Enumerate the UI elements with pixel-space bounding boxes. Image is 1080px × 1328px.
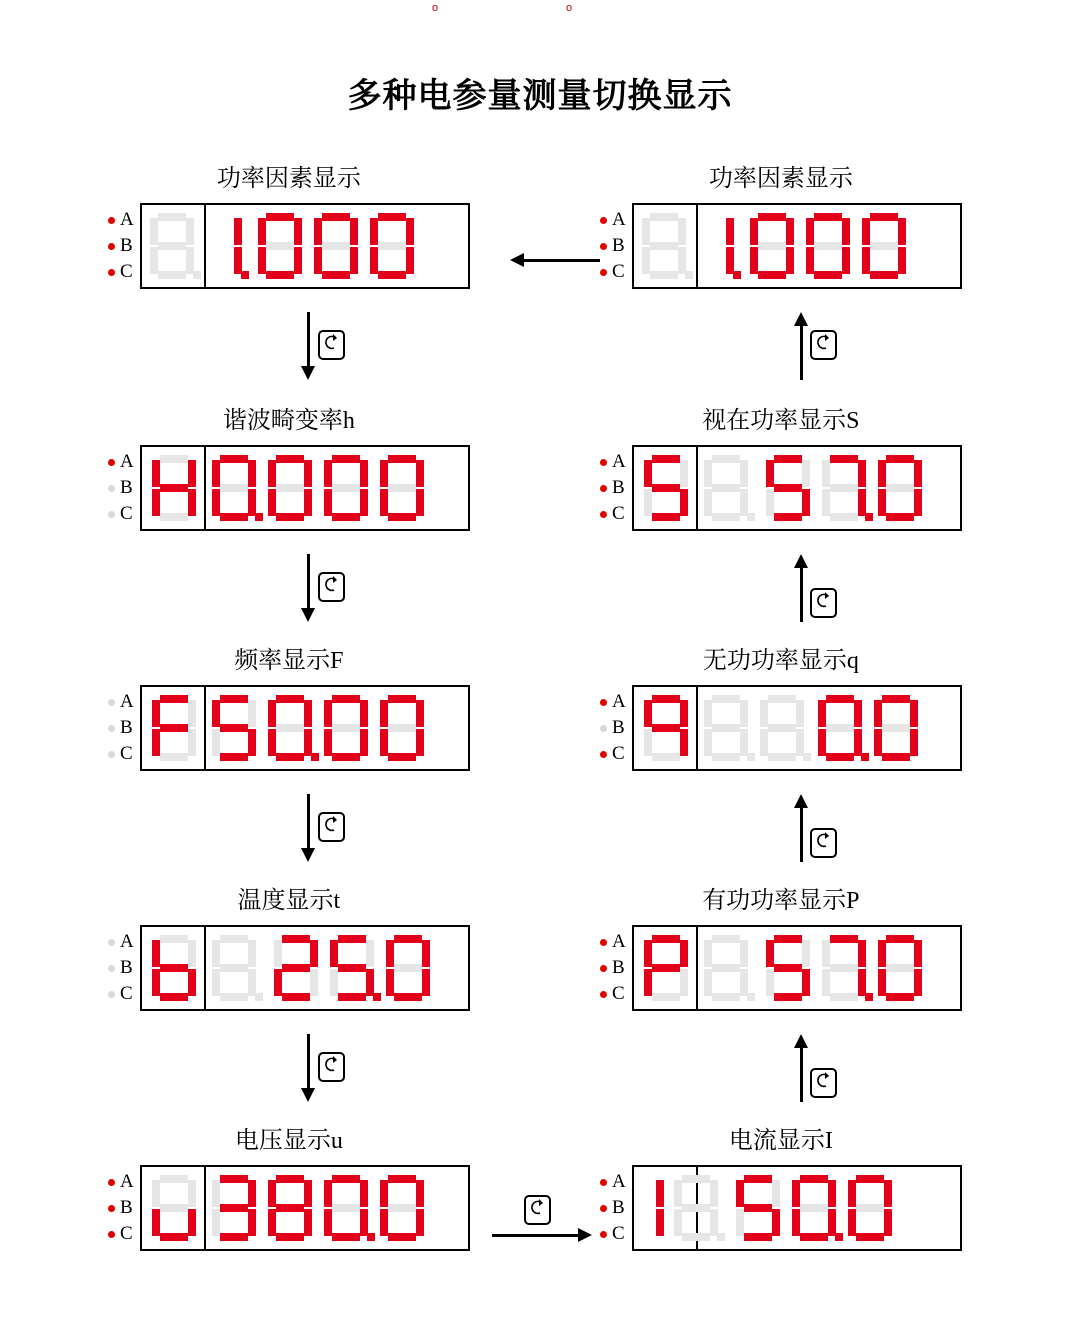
digit xyxy=(644,935,688,1001)
phase-b xyxy=(108,1195,134,1221)
phase-c-label: C xyxy=(120,503,133,524)
panel-caption: 频率显示F xyxy=(234,648,344,674)
digit xyxy=(704,935,748,1001)
phase-c xyxy=(108,1221,134,1247)
phase-a-label: A xyxy=(120,931,134,952)
digit xyxy=(152,935,196,1001)
phase-b xyxy=(108,475,134,501)
phase-a-label: A xyxy=(120,209,134,230)
digit xyxy=(704,695,748,761)
digit xyxy=(878,935,922,1001)
phase-c xyxy=(108,259,134,285)
lcd-digits xyxy=(634,687,920,769)
digit xyxy=(380,1175,424,1241)
digit xyxy=(268,1175,312,1241)
digit xyxy=(642,213,686,279)
lcd-display xyxy=(140,925,470,1011)
phase-c-dot xyxy=(108,269,115,276)
phase-indicators xyxy=(108,1169,134,1247)
phase-indicators xyxy=(600,207,626,285)
lcd-digits xyxy=(634,1167,894,1249)
phase-a-dot xyxy=(108,1179,115,1186)
digit xyxy=(750,213,794,279)
phase-b-label: B xyxy=(612,1197,625,1218)
phase-b-label: B xyxy=(120,717,133,738)
lcd-digits xyxy=(142,447,426,529)
panel-apparent-power xyxy=(600,400,962,531)
panel-caption: 电压显示u xyxy=(234,1128,343,1154)
phase-c xyxy=(108,981,134,1007)
phase-a xyxy=(600,929,626,955)
phase-c xyxy=(600,259,626,285)
digit xyxy=(370,213,414,279)
phase-c-dot xyxy=(600,269,607,276)
phase-b xyxy=(108,955,134,981)
lcd-digits xyxy=(634,447,924,529)
phase-indicators xyxy=(108,449,134,527)
phase-a xyxy=(108,929,134,955)
digit xyxy=(386,935,430,1001)
phase-c-dot xyxy=(600,991,607,998)
phase-a xyxy=(108,689,134,715)
phase-a-dot xyxy=(108,217,115,224)
lcd-digits xyxy=(142,927,432,1009)
digit xyxy=(152,455,196,521)
phase-a-label: A xyxy=(612,451,626,472)
digit xyxy=(268,695,312,761)
phase-indicators xyxy=(108,929,134,1007)
panel-caption: 温度显示t xyxy=(237,888,341,914)
panel-voltage xyxy=(108,1120,470,1251)
phase-c-label: C xyxy=(120,983,133,1004)
digit xyxy=(212,935,256,1001)
registration-mark-left: o xyxy=(432,2,439,14)
phase-a-label: A xyxy=(612,691,626,712)
phase-a-dot xyxy=(600,699,607,706)
lcd-divider xyxy=(204,687,206,769)
arrow-loop-button-icon[interactable] xyxy=(524,1195,551,1225)
digit xyxy=(736,1175,780,1241)
phase-c-dot xyxy=(600,751,607,758)
digit xyxy=(874,695,918,761)
arrow-loop-button-icon[interactable] xyxy=(810,588,837,618)
digit xyxy=(644,695,688,761)
phase-c xyxy=(600,1221,626,1247)
phase-a-label: A xyxy=(120,1171,134,1192)
lcd-display xyxy=(140,203,470,289)
panel-caption: 功率因素显示 xyxy=(708,166,853,192)
phase-a-dot xyxy=(600,1179,607,1186)
phase-c-label: C xyxy=(612,743,625,764)
phase-c xyxy=(600,981,626,1007)
phase-c-label: C xyxy=(120,261,133,282)
lcd-divider xyxy=(696,927,698,1009)
digit xyxy=(806,213,850,279)
digit xyxy=(818,695,862,761)
phase-c-dot xyxy=(108,1231,115,1238)
lcd-divider xyxy=(696,687,698,769)
phase-a xyxy=(600,449,626,475)
panel-harmonic-distortion xyxy=(108,400,470,531)
phase-b-label: B xyxy=(120,957,133,978)
panel-caption: 无功功率显示q xyxy=(702,648,859,674)
digit xyxy=(150,213,194,279)
phase-a xyxy=(600,207,626,233)
digit xyxy=(644,1175,664,1241)
digit xyxy=(380,455,424,521)
lcd-display xyxy=(632,1165,962,1251)
phase-b-dot xyxy=(600,485,607,492)
digit xyxy=(766,935,810,1001)
arrow-loop-button-icon[interactable] xyxy=(810,1068,837,1098)
lcd-divider xyxy=(696,205,698,287)
arrow-loop-button-icon[interactable] xyxy=(810,828,837,858)
phase-indicators xyxy=(600,449,626,527)
phase-b xyxy=(108,233,134,259)
phase-indicators xyxy=(600,929,626,1007)
page-title: 多种电参量测量切换显示 xyxy=(347,78,733,115)
phase-b-dot xyxy=(108,965,115,972)
phase-a-label: A xyxy=(612,209,626,230)
digit xyxy=(330,935,374,1001)
phase-a-dot xyxy=(600,217,607,224)
phase-a xyxy=(108,1169,134,1195)
lcd-display xyxy=(632,685,962,771)
phase-b-label: B xyxy=(612,477,625,498)
digit xyxy=(212,695,256,761)
arrow-loop-button-icon[interactable] xyxy=(318,812,345,842)
phase-c-label: C xyxy=(612,1223,625,1244)
digit xyxy=(878,455,922,521)
digit xyxy=(380,695,424,761)
phase-b-dot xyxy=(108,725,115,732)
digit xyxy=(324,1175,368,1241)
digit xyxy=(704,455,748,521)
phase-b-dot xyxy=(600,965,607,972)
phase-a-dot xyxy=(600,939,607,946)
lcd-divider xyxy=(696,447,698,529)
phase-c-label: C xyxy=(120,1223,133,1244)
digit xyxy=(848,1175,892,1241)
phase-b-label: B xyxy=(120,477,133,498)
lcd-divider xyxy=(204,1167,206,1249)
lcd-digits xyxy=(142,687,426,769)
lcd-display xyxy=(632,445,962,531)
phase-b xyxy=(600,1195,626,1221)
panel-current xyxy=(600,1120,962,1251)
phase-a-dot xyxy=(108,699,115,706)
panel-caption: 有功功率显示P xyxy=(702,888,860,914)
lcd-display xyxy=(140,445,470,531)
phase-c-label: C xyxy=(612,261,625,282)
phase-b-dot xyxy=(108,485,115,492)
lcd-display xyxy=(140,685,470,771)
digit xyxy=(760,695,804,761)
panel-caption: 视在功率显示S xyxy=(702,408,860,434)
panel-caption: 电流显示I xyxy=(728,1128,833,1154)
phase-a-label: A xyxy=(120,691,134,712)
digit xyxy=(644,455,688,521)
digit xyxy=(822,455,866,521)
phase-a-dot xyxy=(108,939,115,946)
arrow-loop-button-icon[interactable] xyxy=(318,572,345,602)
phase-a xyxy=(108,449,134,475)
lcd-divider xyxy=(204,927,206,1009)
arrow-loop-button-icon[interactable] xyxy=(810,330,837,360)
panel-caption: 谐波畸变率h xyxy=(222,408,355,434)
panel-active-power xyxy=(600,880,962,1011)
digit xyxy=(862,213,906,279)
phase-indicators xyxy=(600,689,626,767)
registration-mark-right: o xyxy=(566,2,573,14)
phase-b xyxy=(600,955,626,981)
phase-b-dot xyxy=(600,725,607,732)
digit xyxy=(212,1175,256,1241)
lcd-digits xyxy=(634,205,908,287)
panel-temperature xyxy=(108,880,470,1011)
phase-b-label: B xyxy=(612,717,625,738)
digit xyxy=(212,455,256,521)
phase-a-label: A xyxy=(612,1171,626,1192)
phase-c xyxy=(108,741,134,767)
phase-b-label: B xyxy=(120,235,133,256)
phase-a-dot xyxy=(600,459,607,466)
lcd-display xyxy=(632,203,962,289)
phase-b-label: B xyxy=(612,957,625,978)
digit xyxy=(822,935,866,1001)
phase-b xyxy=(600,475,626,501)
panel-frequency xyxy=(108,640,470,771)
phase-a-dot xyxy=(108,459,115,466)
phase-c-dot xyxy=(108,511,115,518)
digit xyxy=(714,213,734,279)
phase-b xyxy=(600,715,626,741)
lcd-display xyxy=(140,1165,470,1251)
phase-b-dot xyxy=(108,243,115,250)
phase-c-label: C xyxy=(120,743,133,764)
phase-indicators xyxy=(108,207,134,285)
phase-c xyxy=(600,501,626,527)
phase-b xyxy=(108,715,134,741)
panel-reactive-power xyxy=(600,640,962,771)
digit xyxy=(314,213,358,279)
digit xyxy=(152,695,196,761)
phase-b-label: B xyxy=(120,1197,133,1218)
digit xyxy=(792,1175,836,1241)
phase-c-dot xyxy=(108,751,115,758)
phase-a-label: A xyxy=(120,451,134,472)
digit xyxy=(324,455,368,521)
arrow-loop-button-icon[interactable] xyxy=(318,1052,345,1082)
digit xyxy=(324,695,368,761)
phase-b-dot xyxy=(108,1205,115,1212)
digit xyxy=(274,935,318,1001)
digit xyxy=(674,1175,718,1241)
phase-b-dot xyxy=(600,1205,607,1212)
panel-power-factor-left xyxy=(108,158,470,289)
phase-a xyxy=(108,207,134,233)
digit xyxy=(152,1175,196,1241)
phase-c-dot xyxy=(600,1231,607,1238)
lcd-digits xyxy=(142,205,416,287)
lcd-display xyxy=(632,925,962,1011)
phase-b xyxy=(600,233,626,259)
phase-c-dot xyxy=(600,511,607,518)
lcd-divider xyxy=(204,205,206,287)
lcd-divider xyxy=(204,447,206,529)
phase-b-dot xyxy=(600,243,607,250)
phase-indicators xyxy=(108,689,134,767)
panel-power-factor-right xyxy=(600,158,962,289)
phase-c-label: C xyxy=(612,983,625,1004)
phase-b-label: B xyxy=(612,235,625,256)
lcd-digits xyxy=(634,927,924,1009)
digit xyxy=(222,213,242,279)
phase-a-label: A xyxy=(612,931,626,952)
digit xyxy=(766,455,810,521)
digit xyxy=(258,213,302,279)
phase-c xyxy=(600,741,626,767)
phase-c xyxy=(108,501,134,527)
phase-c-label: C xyxy=(612,503,625,524)
arrow-loop-button-icon[interactable] xyxy=(318,330,345,360)
phase-c-dot xyxy=(108,991,115,998)
digit xyxy=(268,455,312,521)
lcd-digits xyxy=(142,1167,426,1249)
phase-indicators xyxy=(600,1169,626,1247)
panel-caption: 功率因素显示 xyxy=(216,166,361,192)
phase-a xyxy=(600,1169,626,1195)
phase-a xyxy=(600,689,626,715)
